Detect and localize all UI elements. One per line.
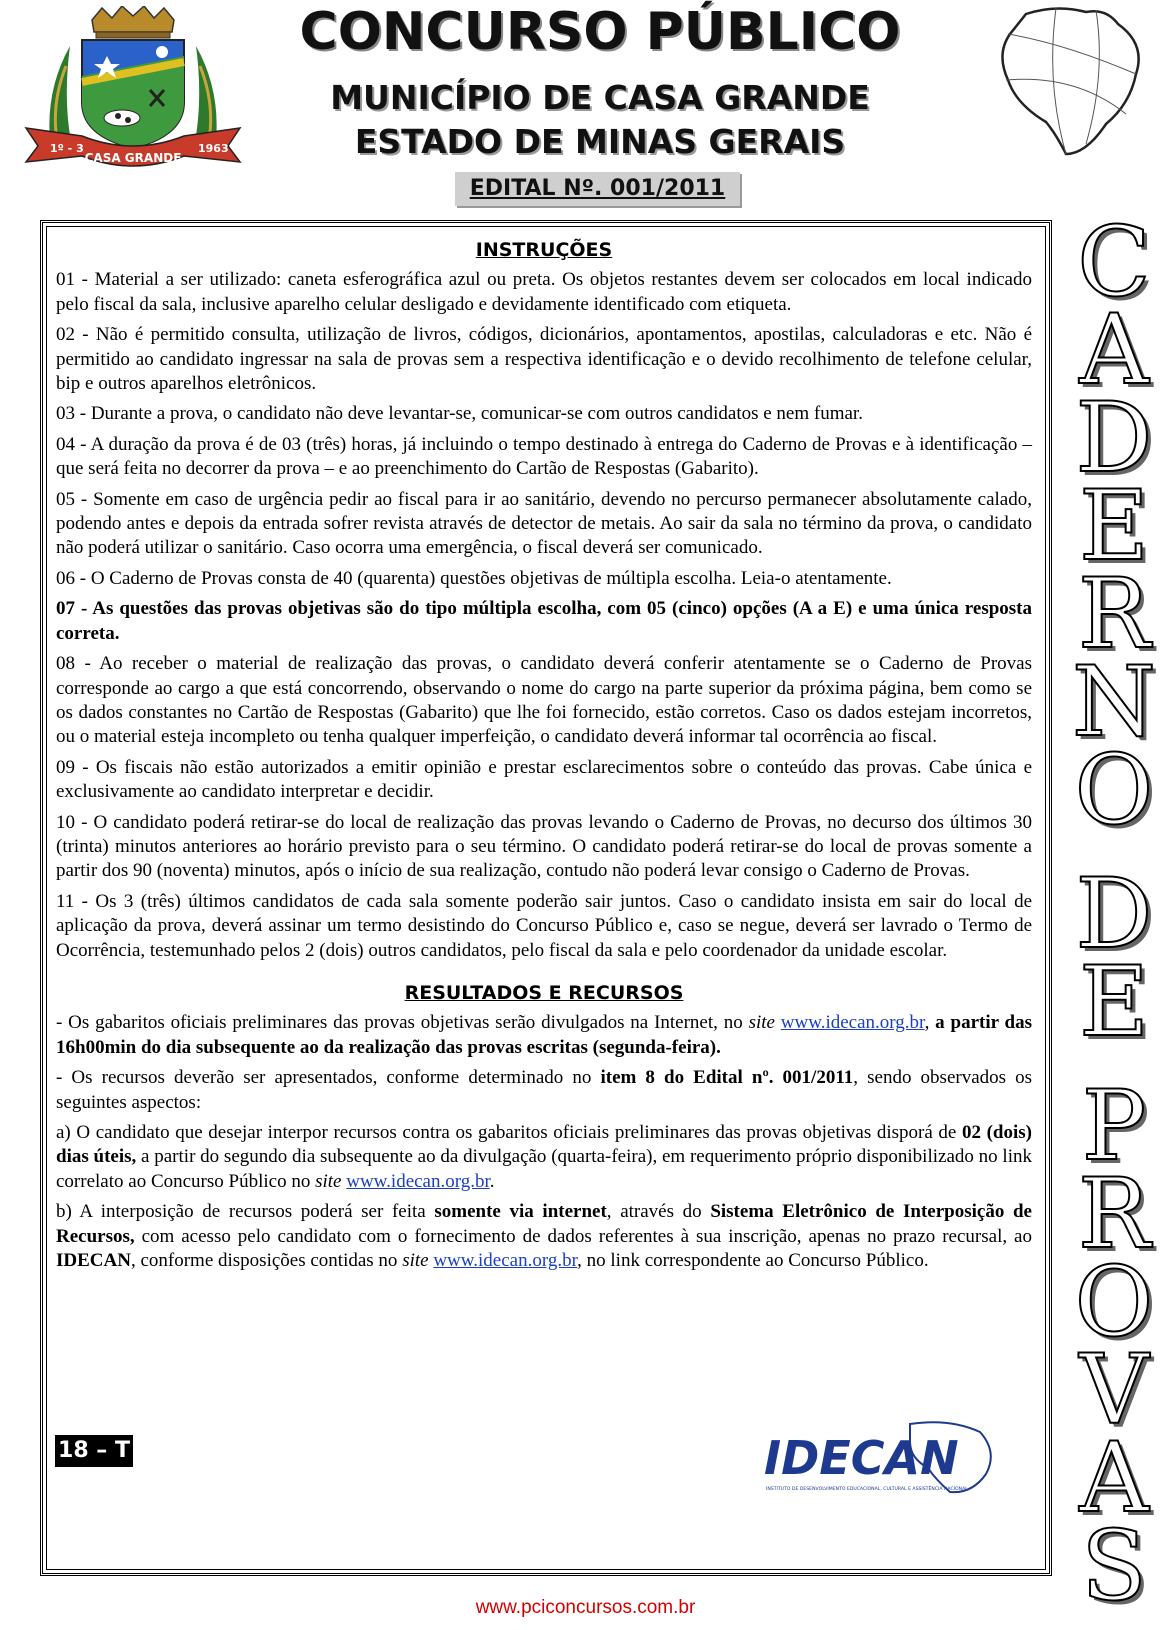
text-span: a partir do segundo dia subsequente ao da divulgação (quarta-feira), em requerimento próprio disponibilizado no link correlato ao Concurso Público no [56, 1146, 1032, 1192]
text-span: - Os gabaritos oficiais preliminares das provas objetivas serão divulgados na Internet, no [56, 1012, 749, 1034]
brazil-map-icon [986, 4, 1154, 162]
text-span: a partir das 16h00min do dia subsequente ao da realização das provas escritas (segunda-feira). [56, 1012, 1032, 1058]
instruction-item: 01 - Material a ser utilizado: caneta esferográfica azul ou preta. Os objetos restantes devem ser colocados em local indicado pelo fiscal da sala, inclusive aparelho celular desligado e devidamente identificado com etiqueta. [56, 269, 1032, 315]
instruction-item: 08 - Ao receber o material de realização das provas, o candidato deverá conferir atentamente se o Caderno de Provas corresponde ao cargo a que está concorrendo, observando o nome do cargo na parte superior da próxima página, bem como se os dados constantes no Cartão de Respostas (Gabarito) que lhe foi fornecido, estão corretos. Caso os dados estejam incorretos, ou o material esteja incompleto ou tenha qualquer imperfeição, o candidato deverá informar tal ocorrência ao fiscal. [56, 653, 1032, 748]
vertical-letter: A [1079, 294, 1149, 406]
results-paragraph-3 [56, 1121, 1032, 1194]
text-span: a) O candidato que desejar interpor recursos contra os gabaritos oficiais preliminares das provas objetivas disporá de [56, 1122, 962, 1143]
results-paragraph-4 [56, 1200, 1032, 1273]
instruction-item: 09 - Os fiscais não estão autorizados a emitir opinião e prestar esclarecimentos sobre o conteúdo das provas. Cabe única e exclusivamente ao candidato interpretar e decidir. [56, 756, 1032, 803]
instruction-item: 10 - O candidato poderá retirar-se do local de realização das provas levando o Caderno de Provas, no decurso dos últimos 30 (trinta) minutos anteriores ao horário previsto para o seu término. O candidato poderá retirar-se do local de provas somente a partir dos 90 (noventa) minutos, após o início de sua realização, contudo não poderá levar consigo o Caderno de Provas. [56, 811, 1032, 882]
vertical-letter: N [1072, 646, 1156, 758]
text-span: b) A interposição de recursos poderá ser feita [56, 1201, 435, 1223]
edital-number: EDITAL Nº. 001/2011 [455, 172, 740, 206]
municipality-title: MUNICÍPIO DE CASA GRANDE [330, 78, 870, 117]
vertical-letter: S [1081, 1510, 1147, 1622]
vertical-letter: P [1081, 1070, 1147, 1182]
vertical-letter: E [1078, 470, 1150, 582]
page-code-badge: 18 – T [55, 1435, 133, 1467]
text-span: com acesso pelo candidato com o fornecimento de dados referentes à sua inscrição, apenas no prazo recursal, ao [134, 1225, 1032, 1247]
vertical-letter: R [1077, 1158, 1151, 1270]
municipal-crest-logo [22, 6, 244, 176]
results-title: RESULTADOS E RECURSOS [404, 981, 684, 1004]
vertical-letter: D [1075, 858, 1153, 970]
text-span: , através do [606, 1201, 711, 1223]
vertical-letter: E [1078, 946, 1150, 1058]
vertical-title [1062, 206, 1166, 1622]
vertical-letter: V [1079, 1334, 1149, 1446]
instruction-item: 04 - A duração da prova é de 03 (três) horas, já incluindo o tempo destinado à entrega do Caderno de Provas e à identificação – que será feita no decorrer da prova – e ao preenchimento do Cartão de Respostas (Gabarito). [56, 433, 1032, 480]
vertical-letter: A [1079, 1422, 1149, 1534]
vertical-letter: R [1077, 558, 1151, 670]
text-span: , conforme disposições contidas no [130, 1250, 403, 1272]
idecan-link[interactable]: www.idecan.org.br [346, 1170, 490, 1192]
instruction-item-bold: 07 - As questões das provas objetivas são do tipo múltipla escolha, com 05 (cinco) opções (A a E) e uma única resposta correta. [56, 598, 1032, 644]
text-span: site [402, 1250, 429, 1272]
idecan-logo [760, 1418, 1000, 1498]
page-title: CONCURSO PÚBLICO [299, 2, 901, 62]
instruction-item: 02 - Não é permitido consulta, utilização de livros, códigos, dicionários, apontamentos, apostilas, calculadoras e etc. Não é permitido ao candidato ingressar na sala de provas sem a respectiva identificação e o devido recolhimento de telefone celular, bip e outros aparelhos eletrônicos. [56, 324, 1032, 395]
text-span: site [748, 1012, 775, 1034]
vertical-letter: O [1074, 734, 1154, 846]
idecan-link[interactable]: www.idecan.org.br [780, 1012, 925, 1034]
footer-url[interactable]: www.pciconcursos.com.br [475, 1597, 696, 1618]
text-span: . [489, 1170, 495, 1192]
state-title: ESTADO DE MINAS GERAIS [354, 122, 846, 161]
vertical-letter: O [1074, 1246, 1154, 1358]
idecan-tagline: INSTITUTO DE DESENVOLVIMENTO EDUCACIONAL, CULTURAL E ASSISTÊNCIA NACIONAL [766, 1487, 968, 1492]
vertical-letter: C [1077, 206, 1151, 318]
idecan-logo-text: IDECAN [764, 1431, 959, 1485]
text-span: , [924, 1012, 936, 1034]
text-span: item 8 do Edital nº. 001/2011 [600, 1067, 854, 1089]
instructions-content [56, 238, 1032, 1279]
crest-year: 1963 [198, 142, 229, 155]
text-span: somente via internet [434, 1201, 607, 1223]
instruction-item: 11 - Os 3 (três) últimos candidatos de cada sala somente poderão sair juntos. Caso o candidato insista em sair do local de aplicação da prova, deverá assinar um termo desistindo do Concurso Público e, caso se negue, deverá ser lavrado o Termo de Ocorrência, testemunhado pelos 2 (dois) outros candidatos, pelo fiscal da sala e pelo coordenador da unidade escolar. [56, 890, 1032, 961]
crest-banner-text: CASA GRANDE [84, 151, 182, 165]
text-span: 02 (dois) dias úteis, [56, 1122, 1032, 1168]
text-span: , sendo observados os seguintes aspectos: [56, 1067, 1033, 1113]
results-paragraph-1 [56, 1011, 1032, 1060]
text-span: site [315, 1170, 342, 1192]
text-span: - Os recursos deverão ser apresentados, conforme determinado no [56, 1067, 601, 1089]
results-paragraph-2 [56, 1066, 1032, 1115]
instructions-title: INSTRUÇÕES [475, 239, 613, 261]
text-span: IDECAN [56, 1250, 131, 1272]
vertical-letter: D [1075, 382, 1153, 494]
instruction-item: 06 - O Caderno de Provas consta de 40 (quarenta) questões objetivas de múltipla escolha. Leia-o atentamente. [56, 567, 892, 589]
instruction-item: 05 - Somente em caso de urgência pedir ao fiscal para ir ao sanitário, devendo no percurso permanecer absolutamente calado, podendo antes e depois da entrada sofrer revista através de detector de metais. Ao sair da sala no término da prova, o candidato não poderá utilizar o sanitário. Caso ocorra uma emergência, o fiscal deverá ser comunicado. [56, 488, 1032, 559]
text-span: , no link correspondente ao Concurso Público. [577, 1250, 929, 1272]
idecan-link[interactable]: www.idecan.org.br [433, 1250, 578, 1272]
crest-left-text: 1º - 3 [50, 142, 84, 155]
text-span: Sistema Eletrônico de Interposição de Recursos, [56, 1201, 1032, 1247]
instruction-item: 03 - Durante a prova, o candidato não deve levantar-se, comunicar-se com outros candidatos e nem fumar. [56, 403, 863, 425]
